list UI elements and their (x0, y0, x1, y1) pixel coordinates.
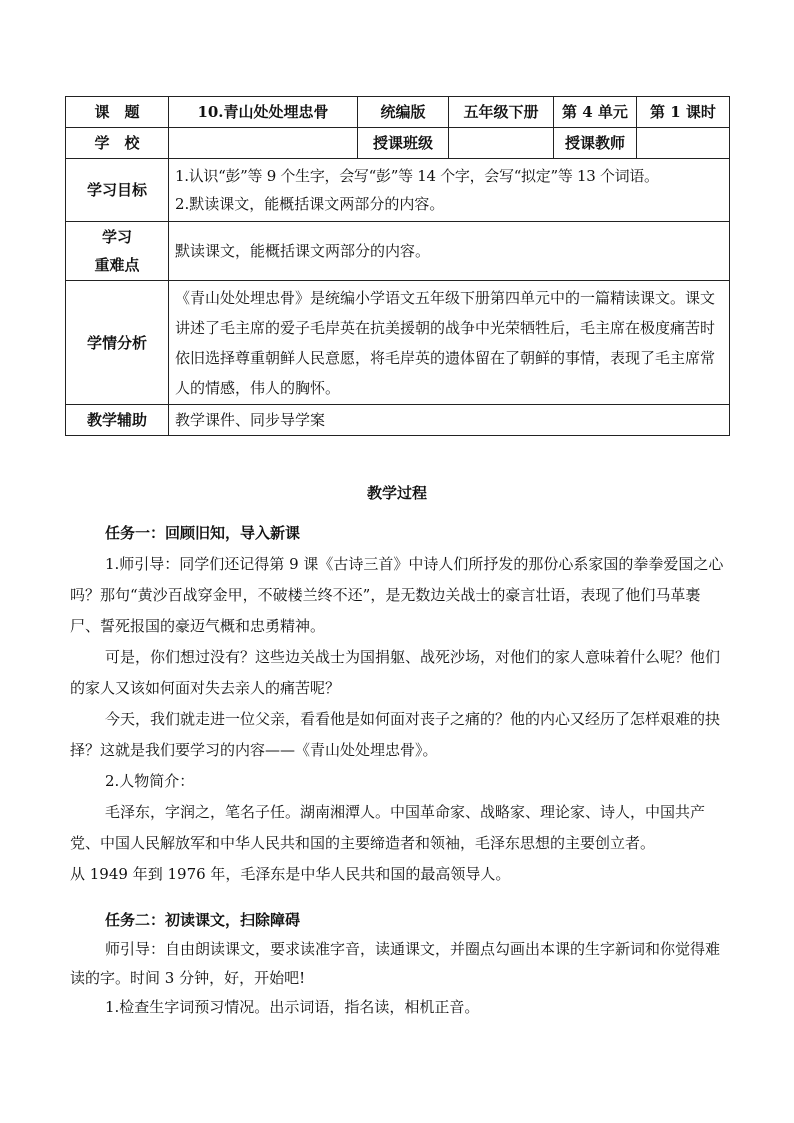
table-row (66, 128, 730, 159)
paragraph: 毛泽东，字润之，笔名子任。湖南湘潭人。中国革命家、战略家、理论家、诗人，中国共产党、中国人民解放军和中华人民共和国的主要缔造者和领袖，毛泽东思想的主要创立者。 (70, 803, 706, 852)
goal-item: 2.默读课文，能概括课文两部分的内容。 (175, 195, 445, 213)
grade-cell: 五年级下册 (449, 97, 554, 128)
paragraph: 从 1949 年到 1976 年，毛泽东是中华人民共和国的最高领导人。 (70, 865, 511, 883)
goal-item: 1.认识“彭”等 9 个生字，会写“彭”等 14 个字，会写“拟定”等 13 个词语。 (175, 167, 659, 185)
goals-label: 学习目标 (66, 159, 169, 222)
section-title: 教学过程 (366, 484, 427, 502)
period-cell: 第 1 课时 (637, 97, 730, 128)
task1-title: 任务一：回顾旧知，导入新课 (105, 524, 301, 542)
school-value (169, 128, 358, 159)
difficulty-content: 默读课文，能概括课文两部分的内容。 (169, 222, 730, 281)
goals-content (169, 159, 730, 222)
difficulty-label (66, 222, 169, 281)
paragraph: 1.检查生字词预习情况。出示词语，指名读，相机正音。 (105, 998, 480, 1016)
paragraph: 师引导：自由朗读课文，要求读准字音，读通课文，并圈点勾画出本课的生字新词和你觉得难读的字。时间 3 分钟，好，开始吧! (70, 940, 721, 987)
task1-section (70, 518, 730, 890)
task2-title: 任务二：初读课文，扫除障碍 (105, 911, 301, 929)
aids-content: 教学课件、同步导学案 (169, 405, 730, 436)
paragraph: 可是，你们想过没有？这些边关战士为国捐躯、战死沙场，对他们的家人意味着什么呢？他们的家人又该如何面对失去亲人的痛苦呢？ (70, 648, 721, 697)
edition-cell: 统编版 (358, 97, 449, 128)
unit-cell: 第 4 单元 (554, 97, 637, 128)
table-row (66, 222, 730, 281)
analysis-content: 《青山处处埋忠骨》是统编小学语文五年级下册第四单元中的一篇精读课文。课文讲述了毛主席的爱子毛岸英在抗美援朝的战争中光荣牺牲后，毛主席在极度痛苦时依旧选择尊重朝鲜人民意愿，将毛岸英的遗体留在了朝鲜的事情，表现了毛主席常人的情感，伟人的胸怀。 (169, 281, 730, 405)
difficulty-label-line: 学习 (101, 228, 132, 246)
class-value (449, 128, 554, 159)
difficulty-label-line: 重难点 (94, 256, 140, 274)
teacher-value (637, 128, 730, 159)
lesson-info-table (65, 96, 730, 436)
task2-section (70, 906, 730, 1022)
teacher-label: 授课教师 (554, 128, 637, 159)
lesson-title: 10.青山处处埋忠骨 (169, 97, 358, 128)
table-row (66, 281, 730, 405)
school-label: 学 校 (66, 128, 169, 159)
topic-label: 课 题 (66, 97, 169, 128)
paragraph: 1.师引导：同学们还记得第 9 课《古诗三首》中诗人们所抒发的那份心系家国的拳拳爱国之心吗？那句“黄沙百战穿金甲，不破楼兰终不还”，是无数边关战士的豪言壮语，表现了他们马革裹尸、誓死报国的豪迈气概和忠勇精神。 (70, 555, 724, 635)
analysis-label: 学情分析 (66, 281, 169, 405)
table-row (66, 159, 730, 222)
class-label: 授课班级 (358, 128, 449, 159)
table-row (66, 97, 730, 128)
paragraph: 2.人物简介： (105, 772, 195, 790)
aids-label: 教学辅助 (66, 405, 169, 436)
paragraph: 今天，我们就走进一位父亲，看看他是如何面对丧子之痛的？他的内心又经历了怎样艰难的抉择？这就是我们要学习的内容——《青山处处埋忠骨》。 (70, 710, 721, 759)
table-row (66, 405, 730, 436)
